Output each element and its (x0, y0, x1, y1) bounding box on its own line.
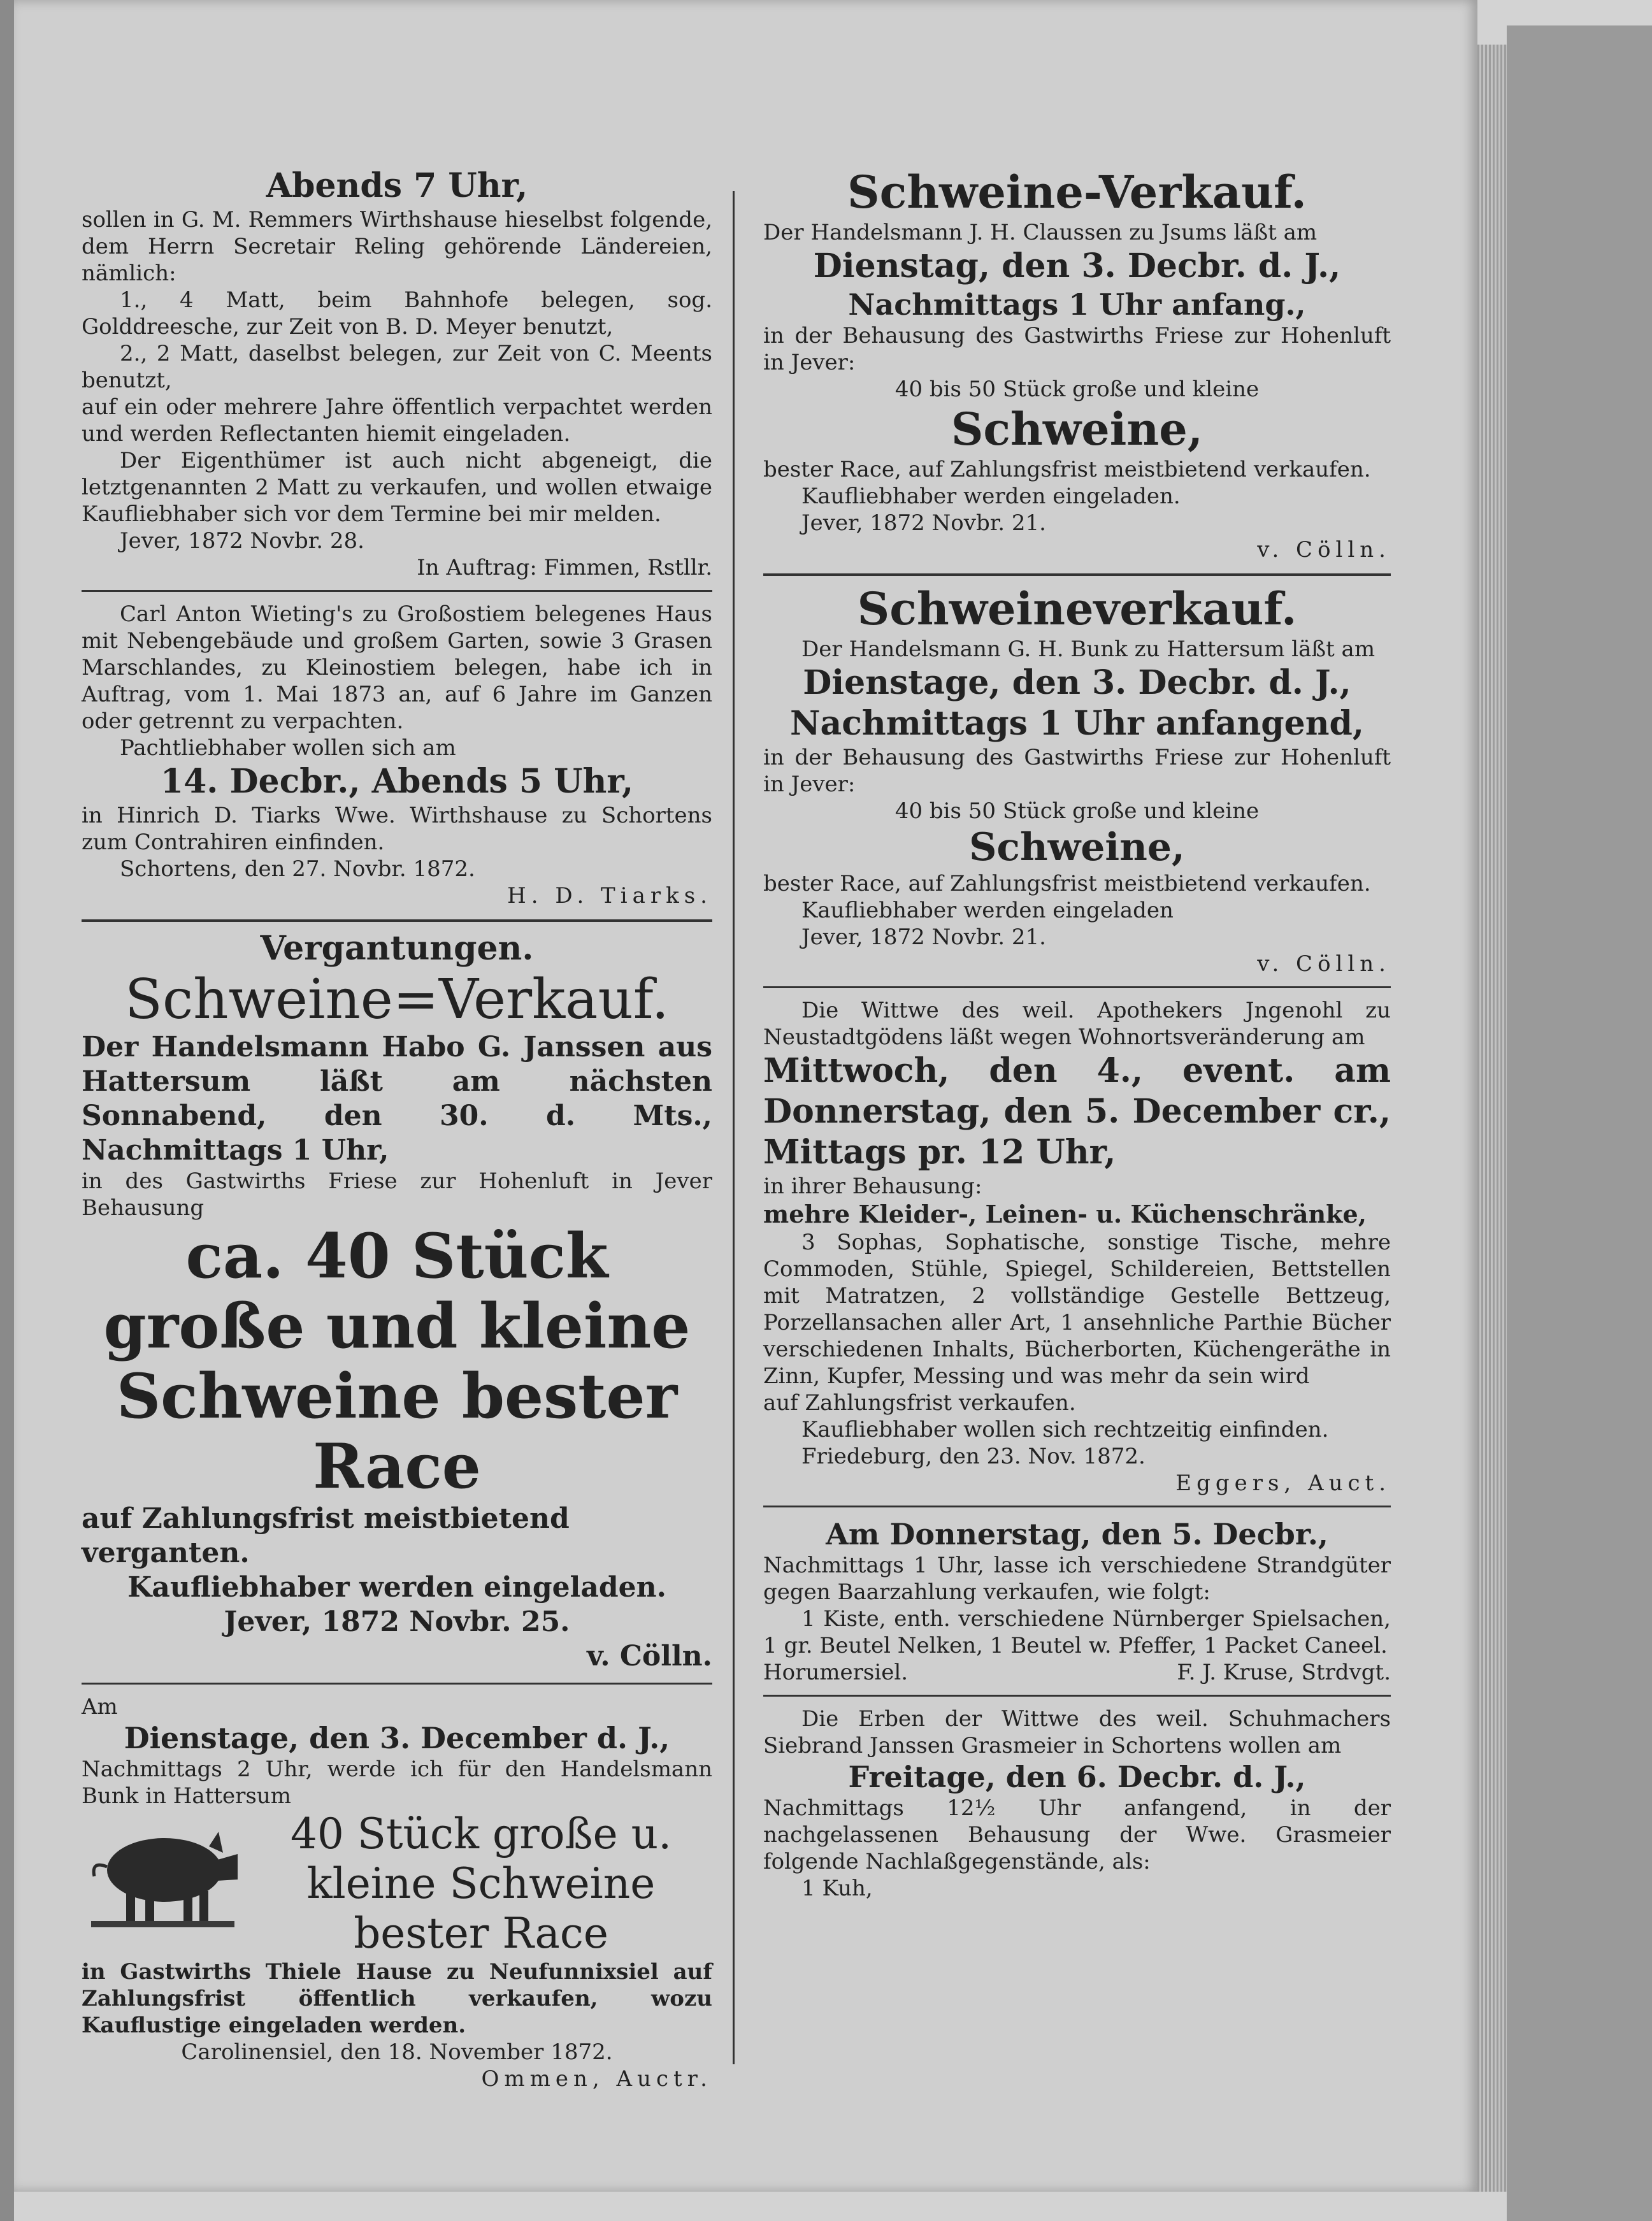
ad-terms: bester Race, auf Zahlungsfrist meistbietend verkaufen. (763, 457, 1371, 482)
ad-lead: Die Erben der Wittwe des weil. Schuhmachers Siebrand Janssen Grasmeier in Schortens wollen am (763, 1706, 1391, 1758)
ad-goods: Schweine, (951, 403, 1203, 456)
ad-invite: Kaufliebhaber werden eingeladen (801, 898, 1174, 923)
column-divider (733, 191, 735, 2064)
ad-footer (763, 1659, 1391, 1686)
ad-dateline: Schortens, den 27. Novbr. 1872. (120, 856, 475, 882)
ad-time: Nachmittags 2 Uhr, werde ich für den Handelsmann Bunk in Hattersum (82, 1757, 712, 1809)
ad-title: Schweine=Verkauf. (125, 968, 669, 1031)
ad-invite: Pachtliebhaber wollen sich am (120, 735, 456, 761)
ad-estate-auction (763, 1706, 1391, 1902)
ad-body: sollen in G. M. Remmers Wirthshause hieselbst folgende, dem Herrn Secretair Reling gehörende Ländereien, nämlich: (82, 207, 712, 286)
ad-pig-sale-claussen (763, 166, 1391, 563)
ad-place: in Hinrich D. Tiarks Wwe. Wirthshause zu Schortens zum Contrahiren einfinden. (82, 803, 712, 855)
ad-house-lease (82, 601, 712, 909)
ad-goods: 3 Sophas, Sophatische, sonstige Tische, mehre Commoden, Stühle, Spiegel, Schildereien, Bettstellen mit Matratzen, 2 vollständige Gestelle Bettzeug, Porzellansachen aller Art, 1 ansehnliche Parthie Bücher verschiedenen Inhalts, Bücherborten, Küchengeräthe in Zinn, Kupfer, Messing und was mehr da sein wird (763, 1230, 1391, 1389)
ad-body: auf ein oder mehrere Jahre öffentlich verpachtet werden und werden Reflectanten hiemit eingeladen. (82, 394, 712, 447)
ad-place: in Gastwirths Thiele Hause zu Neufunnixsiel auf Zahlungsfrist öffentlich verkaufen, wozu Kauflustige eingeladen werden. (82, 1959, 712, 2038)
background-shadow (1507, 25, 1652, 2221)
ad-signature: In Auftrag: Fimmen, Rstllr. (417, 555, 712, 580)
ad-body: Nachmittags 12½ Uhr anfangend, in der nachgelassenen Behausung der Wwe. Grasmeier folgende Nachlaßgegenstände, als: (763, 1795, 1391, 1874)
ad-lead: Der Handelsmann G. H. Bunk zu Hattersum läßt am (801, 636, 1375, 662)
ad-separator (82, 590, 712, 592)
ad-quantity: 40 bis 50 Stück große und kleine (894, 377, 1260, 402)
ad-furniture-auction (763, 997, 1391, 1497)
ad-dateline: Jever, 1872 Novbr. 21. (801, 924, 1046, 950)
ad-item: 2., 2 Matt, daselbst belegen, zur Zeit von C. Meents benutzt, (82, 341, 712, 393)
ad-title: Schweine-Verkauf. (847, 166, 1307, 219)
ad-terms: auf Zahlungsfrist meistbietend vergantеn. (82, 1502, 570, 1569)
ad-invite: Kaufliebhaber werden eingeladen. (127, 1571, 666, 1604)
ad-body: Carl Anton Wieting's zu Großostiem belegenes Haus mit Nebengebäude und großem Garten, sowie 3 Grasen Marschlandes, zu Kleinostiem belegen, habe ich in Auftrag, vom 1. Mai 1873 an, auf 6 Jahre im Ganzen oder getrennt zu verpachten. (82, 601, 712, 734)
ad-heading: Abends 7 Uhr, (266, 166, 528, 205)
ad-signature: Ommen, Auctr. (481, 2066, 712, 2092)
ad-separator (82, 1683, 712, 1685)
ad-invite: Kaufliebhaber wollen sich rechtzeitig einfinden. (801, 1417, 1329, 1442)
ad-date: 14. Decbr., Abends 5 Uhr, (160, 762, 634, 801)
right-column (763, 166, 1391, 1902)
ad-date: Mittwoch, den 4., event. am Donnerstag, den 5. December cr., Mittags pr. 12 Uhr, (763, 1051, 1391, 1172)
section-separator (82, 919, 712, 922)
ad-items: 1 Kiste, enth. verschiedene Nürnberger Spielsachen, 1 gr. Beutel Nelken, 1 Beutel w. Pfeffer, 1 Packet Caneel. (763, 1606, 1391, 1658)
ad-item: 1., 4 Matt, beim Bahnhofe belegen, sog. Golddreesche, zur Zeit von B. D. Meyer benutzt, (82, 287, 712, 340)
ad-separator (763, 1506, 1391, 1507)
ad-goods: Schweine, (969, 825, 1185, 870)
ad-terms: auf Zahlungsfrist verkaufen. (763, 1390, 1076, 1416)
ad-signature: F. J. Kruse, Strdvgt. (1177, 1660, 1391, 1685)
ad-strandgut-sale (763, 1516, 1391, 1686)
ad-signature: v. Cölln. (1257, 537, 1391, 563)
ad-separator (763, 573, 1391, 576)
ad-signature: Eggers, Auct. (1175, 1470, 1391, 1496)
pig-icon (82, 1809, 241, 1937)
ad-goods: mehre Kleider-, Leinen- u. Küchenschränke, (763, 1200, 1367, 1228)
ad-dateline: Jever, 1872 Novbr. 21. (801, 510, 1046, 536)
ad-place: in der Behausung des Gastwirths Friese zur Hohenluft in Jever: (763, 745, 1391, 797)
ad-time: Nachmittags 1 Uhr anfang., (848, 287, 1306, 322)
book-gutter (0, 0, 14, 2221)
ad-date: Am Donnerstag, den 5. Decbr., (826, 1517, 1328, 1551)
ad-lead: Der Handelsmann J. H. Claussen zu Jsums läßt am (763, 220, 1318, 245)
ad-signature: v. Cölln. (1257, 951, 1391, 977)
ad-goods: ca. 40 Stück große und kleine Schweine bester Race (103, 1220, 691, 1502)
ad-pig-sale-bunk (82, 1693, 712, 2092)
ad-intro: Am (82, 1694, 118, 1720)
ad-goods-row (82, 1809, 712, 1959)
ad-date: Dienstage, den 3. Decbr. d. J., (803, 663, 1351, 702)
ad-lead: Der Handelsmann Habo G. Janssen aus Hattersum läßt am nächsten Sonnabend, den 30. d. Mts., Nachmittags 1 Uhr, (82, 1031, 712, 1167)
ad-land-lease (82, 166, 712, 581)
page-edges (1477, 45, 1507, 2192)
left-column (82, 166, 712, 2092)
ad-signature: v. Cölln. (587, 1640, 712, 1672)
ad-date: Freitage, den 6. Decbr. d. J., (848, 1760, 1306, 1794)
ad-separator (763, 1695, 1391, 1697)
section-heading: Vergantungen. (260, 929, 534, 968)
ad-date: Dienstage, den 3. December d. J., (124, 1721, 670, 1755)
ad-time: Nachmittags 1 Uhr anfangend, (790, 704, 1364, 743)
ad-dateline: Jever, 1872 Novbr. 25. (224, 1606, 570, 1638)
ad-place: in der Behausung des Gastwirths Friese zur Hohenluft in Jever: (763, 323, 1391, 375)
ad-dateline: Carolinensiel, den 18. November 1872. (181, 2039, 613, 2065)
ad-invite: Kaufliebhaber werden eingeladen. (801, 484, 1181, 509)
ad-lead: Die Wittwe des weil. Apothekers Jngenohl zu Neustadtgödens läßt wegen Wohnortsveränderung am (763, 998, 1391, 1050)
ad-signature: H. D. Tiarks. (507, 883, 712, 909)
ad-date: Dienstag, den 3. Decbr. d. J., (813, 247, 1341, 285)
ad-pig-sale-bunk-friese (763, 582, 1391, 977)
ad-dateline: Jever, 1872 Novbr. 28. (120, 528, 364, 554)
ad-dateline: Friedeburg, den 23. Nov. 1872. (801, 1444, 1146, 1469)
ad-goods: 40 Stück große u. kleine Schweine bester Race (290, 1809, 672, 1958)
ad-separator (763, 986, 1391, 988)
ad-pig-sale-janssen (82, 928, 712, 1674)
ad-place: Horumersiel. (763, 1660, 909, 1685)
ad-place: in ihrer Behausung: (763, 1174, 982, 1199)
ad-terms: bester Race, auf Zahlungsfrist meistbietend verkaufen. (763, 871, 1371, 896)
ad-place: in des Gastwirths Friese zur Hohenluft in Jever Behausung (82, 1168, 712, 1221)
ad-body: Der Eigenthümer ist auch nicht abgeneigt, die letztgenannten 2 Matt zu verkaufen, und wollen etwaige Kaufliebhaber sich vor dem Termine bei mir melden. (82, 448, 712, 527)
ad-item: 1 Kuh, (801, 1876, 873, 1901)
ad-title: Schweineverkauf. (857, 582, 1297, 635)
ad-body: Nachmittags 1 Uhr, lasse ich verschiedene Strandgüter gegen Baarzahlung verkaufen, wie folgt: (763, 1553, 1391, 1605)
ad-quantity: 40 bis 50 Stück große und kleine (894, 798, 1260, 824)
